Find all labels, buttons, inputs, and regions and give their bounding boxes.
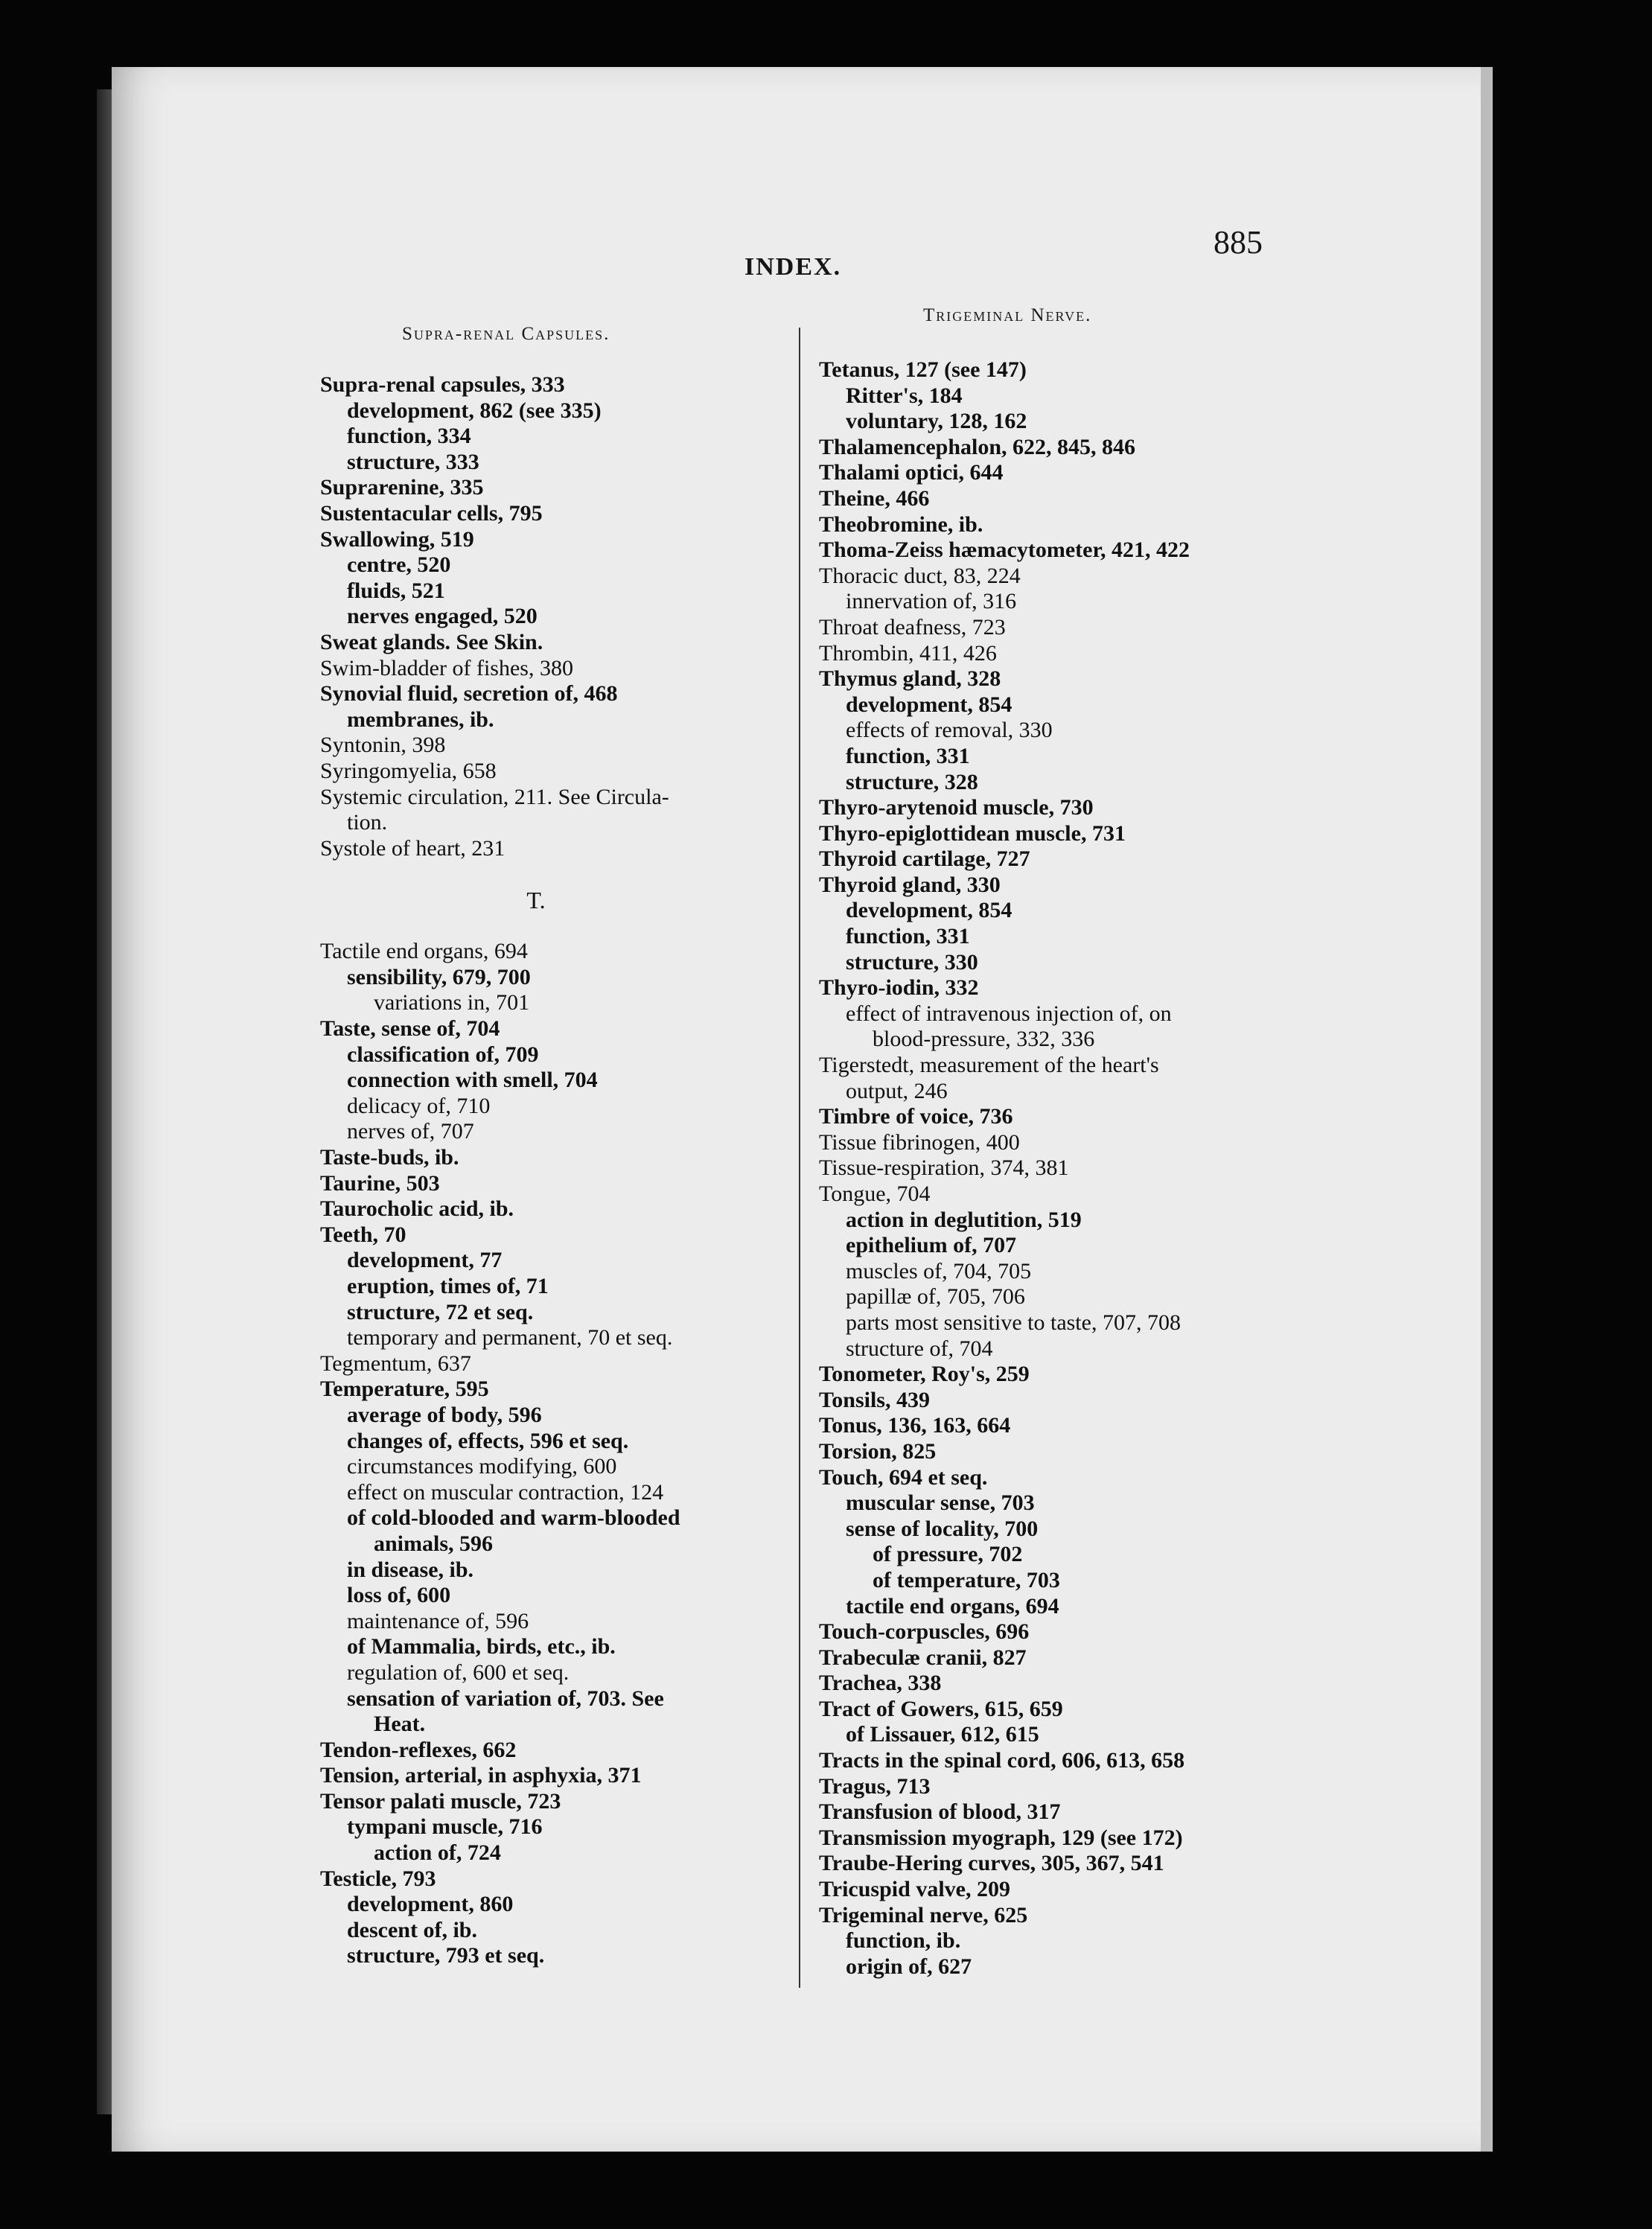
index-entry: Transmission myograph, 129 (see 172) bbox=[819, 1825, 1183, 1850]
index-entry: innervation of, 316 bbox=[846, 589, 1017, 614]
index-entries-s bbox=[320, 372, 797, 861]
index-entry: Tetanus, 127 (see 147) bbox=[819, 357, 1027, 382]
index-entry: average of body, 596 bbox=[347, 1402, 542, 1427]
index-entry: Thymus gland, 328 bbox=[819, 666, 1001, 692]
index-entry: Systole of heart, 231 bbox=[320, 835, 506, 861]
index-entry: connection with smell, 704 bbox=[347, 1068, 598, 1093]
index-entry: effects of removal, 330 bbox=[846, 718, 1053, 743]
index-entry: Tensor palati muscle, 723 bbox=[320, 1788, 561, 1814]
index-entry: voluntary, 128, 162 bbox=[846, 409, 1027, 434]
index-entry: blood-pressure, 332, 336 bbox=[873, 1027, 1095, 1052]
section-letter-t: T. bbox=[526, 887, 546, 914]
index-entry: Tissue fibrinogen, 400 bbox=[819, 1129, 1020, 1155]
index-entry: Theine, 466 bbox=[819, 485, 930, 511]
index-entry: Taste-buds, ib. bbox=[320, 1145, 459, 1170]
index-entry: effect on muscular contraction, 124 bbox=[347, 1479, 664, 1505]
index-entry: epithelium of, 707 bbox=[846, 1233, 1017, 1258]
index-entry: structure, 330 bbox=[846, 949, 978, 975]
index-entry: Thalami optici, 644 bbox=[819, 460, 1004, 485]
index-entry: Transfusion of blood, 317 bbox=[819, 1799, 1061, 1825]
index-entry: Supra-renal capsules, 333 bbox=[320, 372, 565, 397]
index-entry: nerves engaged, 520 bbox=[347, 604, 538, 629]
index-entry: maintenance of, 596 bbox=[347, 1608, 529, 1633]
index-entry: muscles of, 704, 705 bbox=[846, 1258, 1032, 1283]
index-entry: Tonometer, Roy's, 259 bbox=[819, 1362, 1030, 1387]
index-entry: sense of locality, 700 bbox=[846, 1516, 1039, 1541]
index-entry: Taurine, 503 bbox=[320, 1170, 440, 1196]
index-entry: Tongue, 704 bbox=[819, 1182, 931, 1206]
index-entry: structure, 333 bbox=[347, 449, 479, 474]
index-entry: of temperature, 703 bbox=[873, 1567, 1060, 1592]
index-entry: descent of, ib. bbox=[347, 1917, 477, 1942]
index-entry: of Mammalia, birds, etc., ib. bbox=[347, 1634, 616, 1659]
index-entry: Swallowing, 519 bbox=[320, 526, 474, 552]
index-entry: Sweat glands. See Skin. bbox=[320, 629, 543, 654]
index-entry: function, 331 bbox=[846, 743, 970, 768]
index-entry: function, 334 bbox=[347, 424, 471, 449]
index-entry: Thrombin, 411, 426 bbox=[819, 640, 997, 666]
index-entry: Syringomyelia, 658 bbox=[320, 758, 497, 783]
index-entry: animals, 596 bbox=[374, 1531, 494, 1556]
index-entry: of Lissauer, 612, 615 bbox=[846, 1722, 1039, 1747]
index-entry: of pressure, 702 bbox=[873, 1542, 1023, 1567]
index-entry: Tissue-respiration, 374, 381 bbox=[819, 1155, 1069, 1181]
index-entry: circumstances modifying, 600 bbox=[347, 1454, 617, 1479]
index-entry: Tactile end organs, 694 bbox=[320, 939, 528, 964]
index-entry: Thoma-Zeiss hæmacytometer, 421, 422 bbox=[819, 538, 1190, 563]
right-index-column bbox=[819, 357, 1340, 1980]
index-entry: Tragus, 713 bbox=[819, 1773, 931, 1799]
index-entry: Thyro-arytenoid muscle, 730 bbox=[819, 795, 1094, 820]
index-entry: Tonus, 136, 163, 664 bbox=[819, 1413, 1011, 1438]
index-entry: Swim-bladder of fishes, 380 bbox=[320, 655, 573, 680]
index-entry: Trigeminal nerve, 625 bbox=[819, 1902, 1028, 1927]
index-entry: Touch-corpuscles, 696 bbox=[819, 1619, 1030, 1645]
index-entry: fluids, 521 bbox=[347, 578, 445, 603]
index-entry: eruption, times of, 71 bbox=[347, 1274, 549, 1298]
index-entry: variations in, 701 bbox=[374, 990, 530, 1015]
index-entry: Teeth, 70 bbox=[320, 1222, 406, 1247]
index-entry: origin of, 627 bbox=[846, 1954, 972, 1979]
index-entry: Torsion, 825 bbox=[819, 1438, 937, 1464]
index-entry: Thyro-iodin, 332 bbox=[819, 975, 979, 1001]
index-entry: Timbre of voice, 736 bbox=[819, 1104, 1013, 1129]
index-entry: structure, 328 bbox=[846, 769, 978, 794]
index-entry: action of, 724 bbox=[374, 1840, 501, 1866]
index-entry: development, 860 bbox=[347, 1892, 514, 1917]
page-title: INDEX. bbox=[744, 253, 842, 281]
index-entry: Traube-Hering curves, 305, 367, 541 bbox=[819, 1851, 1164, 1876]
index-entry: Tonsils, 439 bbox=[819, 1387, 930, 1412]
index-entry: function, 331 bbox=[846, 924, 970, 949]
index-entry: output, 246 bbox=[846, 1078, 948, 1103]
index-entry: development, 77 bbox=[347, 1248, 503, 1273]
index-entry: Thyro-epiglottidean muscle, 731 bbox=[819, 820, 1126, 846]
index-entry: classification of, 709 bbox=[347, 1042, 539, 1067]
index-entry: development, 862 (see 335) bbox=[347, 398, 602, 423]
index-entry: Tracts in the spinal cord, 606, 613, 658 bbox=[819, 1748, 1185, 1773]
index-entry: Trabeculæ cranii, 827 bbox=[819, 1645, 1027, 1670]
index-entry: Taste, sense of, 704 bbox=[320, 1016, 500, 1042]
index-entry: Sustentacular cells, 795 bbox=[320, 500, 543, 526]
left-column-heading: Supra-renal Capsules. bbox=[402, 324, 610, 344]
index-entry: membranes, ib. bbox=[347, 707, 494, 732]
index-entry: tion. bbox=[347, 810, 388, 835]
index-entry: Trachea, 338 bbox=[819, 1671, 942, 1696]
index-entry: Thyroid cartilage, 727 bbox=[819, 846, 1030, 872]
index-entry: Thalamencephalon, 622, 845, 846 bbox=[819, 434, 1136, 459]
index-entry: delicacy of, 710 bbox=[347, 1093, 491, 1118]
index-entry: Testicle, 793 bbox=[320, 1866, 436, 1891]
index-entry: structure, 793 et seq. bbox=[347, 1943, 545, 1968]
index-entry: effect of intravenous injection of, on bbox=[846, 1001, 1172, 1026]
right-column-heading: Trigeminal Nerve. bbox=[923, 305, 1092, 325]
index-entry: changes of, effects, 596 et seq. bbox=[347, 1428, 629, 1453]
index-entry: development, 854 bbox=[846, 898, 1012, 923]
index-entry: in disease, ib. bbox=[347, 1557, 474, 1582]
index-entry: Theobromine, ib. bbox=[819, 511, 983, 537]
index-entry: Syntonin, 398 bbox=[320, 733, 446, 758]
index-entry: sensibility, 679, 700 bbox=[347, 964, 531, 989]
index-entry: structure of, 704 bbox=[846, 1336, 993, 1361]
index-entry: structure, 72 et seq. bbox=[347, 1299, 534, 1324]
index-entry: papillæ of, 705, 706 bbox=[846, 1284, 1025, 1310]
index-entry: centre, 520 bbox=[347, 552, 451, 578]
index-entry: Thoracic duct, 83, 224 bbox=[819, 563, 1021, 588]
index-entry: loss of, 600 bbox=[347, 1583, 451, 1608]
index-entry: Tricuspid valve, 209 bbox=[819, 1877, 1010, 1902]
left-index-column bbox=[320, 372, 797, 1969]
index-entry: Tract of Gowers, 615, 659 bbox=[819, 1696, 1063, 1721]
index-entry: Throat deafness, 723 bbox=[819, 614, 1006, 640]
index-entry: Synovial fluid, secretion of, 468 bbox=[320, 681, 618, 707]
index-entry: Systemic circulation, 211. See Circula- bbox=[320, 784, 669, 809]
index-entry: Touch, 694 et seq. bbox=[819, 1464, 988, 1490]
index-entry: function, ib. bbox=[846, 1928, 961, 1954]
index-entry: temporary and permanent, 70 et seq. bbox=[347, 1325, 673, 1351]
index-entry: Temperature, 595 bbox=[320, 1377, 489, 1402]
index-entry: of cold-blooded and warm-blooded bbox=[347, 1505, 680, 1531]
index-entry: muscular sense, 703 bbox=[846, 1490, 1035, 1516]
index-entry: Tension, arterial, in asphyxia, 371 bbox=[320, 1763, 642, 1788]
page-number: 885 bbox=[1214, 224, 1263, 261]
index-entry: Heat. bbox=[374, 1712, 426, 1737]
index-entry: parts most sensitive to taste, 707, 708 bbox=[846, 1310, 1181, 1335]
index-entry: tactile end organs, 694 bbox=[846, 1593, 1059, 1619]
index-entry: Tegmentum, 637 bbox=[320, 1351, 471, 1376]
column-divider bbox=[799, 328, 800, 1988]
index-entry: sensation of variation of, 703. See bbox=[347, 1686, 664, 1711]
index-entry: Thyroid gland, 330 bbox=[819, 872, 1001, 897]
index-entry: Tendon-reflexes, 662 bbox=[320, 1737, 517, 1762]
index-entry: Ritter's, 184 bbox=[846, 383, 963, 408]
index-entry: tympani muscle, 716 bbox=[347, 1814, 543, 1840]
index-entry: Suprarenine, 335 bbox=[320, 475, 484, 500]
index-entry: Tigerstedt, measurement of the heart's bbox=[819, 1053, 1159, 1078]
index-entry: action in deglutition, 519 bbox=[846, 1207, 1082, 1232]
index-entry: regulation of, 600 et seq. bbox=[347, 1659, 570, 1685]
index-entries-t-continued bbox=[819, 357, 1340, 1980]
index-entry: nerves of, 707 bbox=[347, 1119, 474, 1144]
index-entry: development, 854 bbox=[846, 692, 1012, 717]
index-entries-t bbox=[320, 939, 797, 1969]
index-entry: Taurocholic acid, ib. bbox=[320, 1196, 514, 1222]
